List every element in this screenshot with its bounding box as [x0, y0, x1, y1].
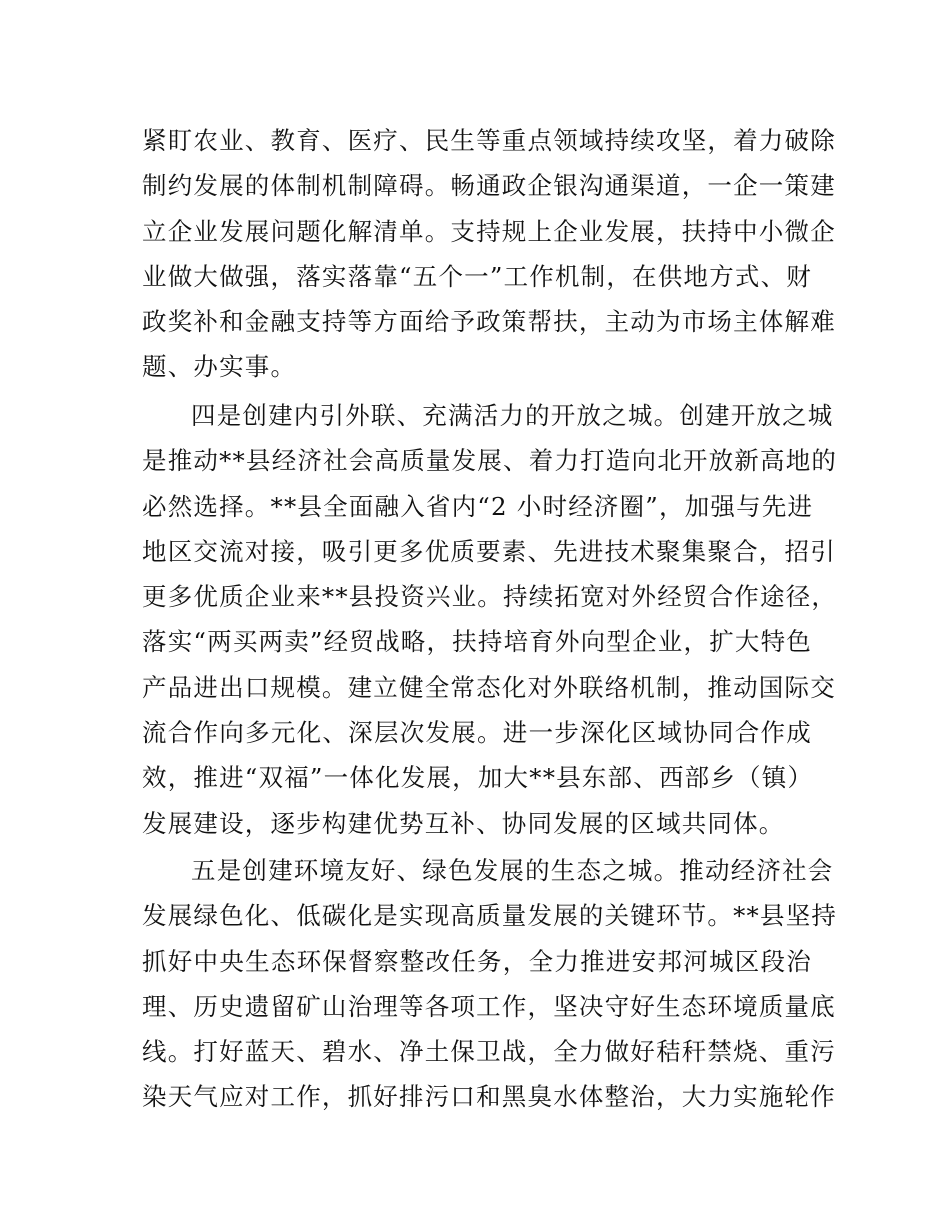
paragraph-2: [142, 393, 838, 846]
text-line: 地区交流对接，吸引更多优质要素、先进技术聚集聚合，招引: [142, 536, 836, 566]
text-line: 产品进出口规模。建立健全常态化对外联络机制，推动国际交: [142, 672, 836, 702]
paragraph-1: [142, 118, 836, 390]
paragraph-3: [142, 848, 838, 1120]
text-line: 抓好中央生态环保督察整改任务，全力推进安邦河城区段治: [142, 946, 812, 976]
text-line: 更多优质企业来**县投资兴业。持续拓宽对外经贸合作途径，: [142, 582, 838, 612]
text-line: 业做大做强，落实落靠“五个一”工作机制，在供地方式、财: [142, 261, 812, 291]
text-line: 是推动**县经济社会高质量发展、着力打造向北开放新高地的: [142, 446, 838, 476]
text-line: 效，推进“双福”一体化发展，加大**县东部、西部乡（镇）: [142, 763, 814, 793]
text-line: 题、办实事。: [142, 352, 297, 382]
text-line: 发展绿色化、低碳化是实现高质量发展的关键环节。**县坚持: [142, 901, 838, 931]
text-line: 紧盯农业、教育、医疗、民生等重点领域持续攻坚，着力破除: [142, 126, 836, 155]
text-line: 必然选择。**县全面融入省内“2 小时经济圈”，加强与先进: [142, 491, 814, 521]
text-line: 五是创建环境友好、绿色发展的生态之城。推动经济社会: [191, 856, 834, 885]
text-line: 线。打好蓝天、碧水、净土保卫战，全力做好秸秆禁烧、重污: [142, 1037, 836, 1067]
text-line: 政奖补和金融支持等方面给予政策帮扶，主动为市场主体解难: [142, 307, 836, 337]
text-line: 落实“两买两卖”经贸战略，扶持培育外向型企业，扩大特色: [142, 627, 812, 657]
text-line: 发展建设，逐步构建优势互补、协同发展的区域共同体。: [142, 808, 785, 838]
text-line: 染天气应对工作，抓好排污口和黑臭水体整治，大力实施轮作: [142, 1082, 836, 1112]
text-line: 流合作向多元化、深层次发展。进一步深化区域协同合作成: [142, 718, 812, 748]
text-line: 制约发展的体制机制障碍。畅通政企银沟通渠道，一企一策建: [142, 171, 836, 201]
text-line: 立企业发展问题化解清单。支持规上企业发展，扶持中小微企: [142, 216, 836, 246]
text-line: 四是创建内引外联、充满活力的开放之城。创建开放之城: [191, 401, 834, 430]
text-line: 理、历史遗留矿山治理等各项工作，坚决守好生态环境质量底: [142, 991, 836, 1021]
